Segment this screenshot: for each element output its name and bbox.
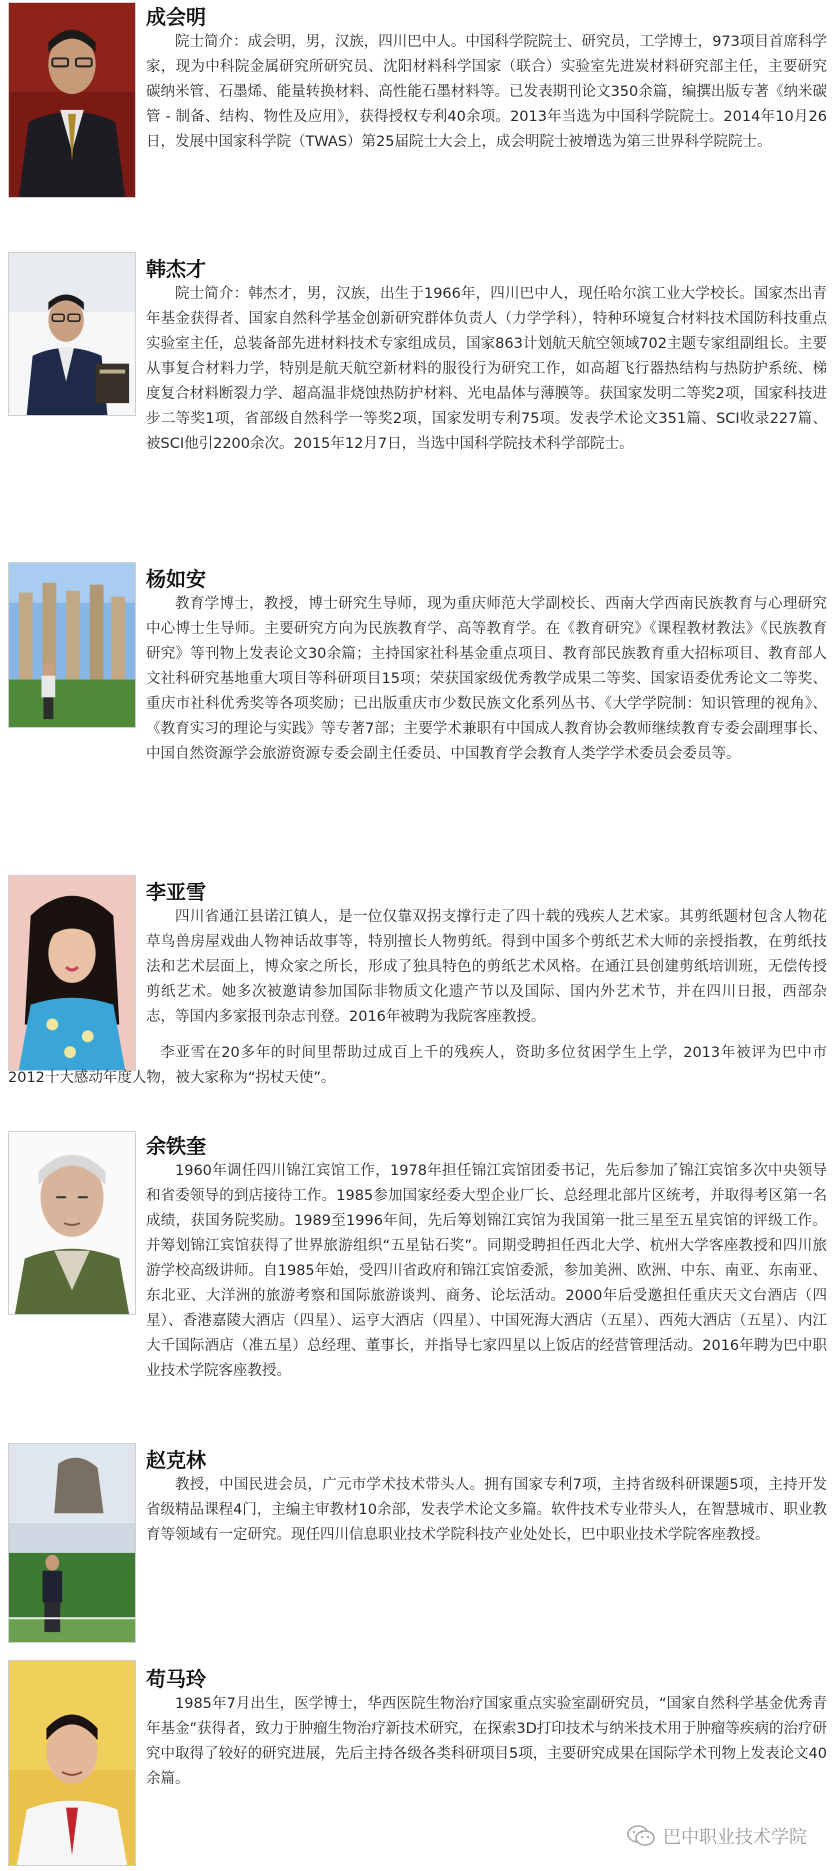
portrait-photo xyxy=(8,1131,136,1315)
bio-paragraph: 1985年7月出生，医学博士，华西医院生物治疗国家重点实验室副研究员，“国家自然科学基金优秀青年基金”获得者，致力于肿瘤生物治疗新技术研究，在探索3D打印技术与纳米技术用于肿瘤等疾病的治疗研究中取得了较好的研究进展，先后主持各级各类科研项目5项，主要研究成果在国际学术刊物上发表论文40余篇。 xyxy=(146,1696,827,1787)
person-name: 赵克林 xyxy=(146,1448,206,1472)
person-bio xyxy=(146,30,827,155)
person-name: 杨如安 xyxy=(146,567,206,591)
portrait-photo xyxy=(8,2,136,198)
person-bio xyxy=(146,1159,827,1384)
person-bio xyxy=(146,1692,827,1792)
watermark xyxy=(627,1823,807,1849)
person-bio xyxy=(146,282,827,457)
portrait-photo xyxy=(8,562,136,728)
person-name: 韩杰才 xyxy=(146,257,206,281)
bio-paragraph: 院士简介：韩杰才，男，汉族，出生于1966年，四川巴中人，现任哈尔滨工业大学校长。国家杰出青年基金获得者、国家自然科学基金创新研究群体负责人（力学学科），特种环境复合材料技术国防科技重点实验室主任，总装备部先进材料技术专家组成员，国家863计划航天航空领域702主题专家组副组长。主要从事复合材料力学，特别是航天航空新材料的服役行为研究工作，如高超飞行器热结构与热防护系统、梯度复合材料断裂力学、超高温非烧蚀热防护材料、光电晶体与薄膜等。获国家发明二等奖2项，国家科技进步二等奖1项，省部级自然科学一等奖2项，国家发明专利75项。发表学术论文351篇、SCI收录227篇、被SCI他引2200余次。2015年12月7日，当选中国科学院技术科学部院士。 xyxy=(146,286,827,452)
bio-paragraph: 李亚雪在20多年的时间里帮助过成百上千的残疾人，资助多位贫困学生上学，2013年被评为巴中市2012十大感动年度人物，被大家称为“拐杖天使”。 xyxy=(8,1045,827,1086)
person-bio xyxy=(146,1473,827,1548)
portrait-photo xyxy=(8,1443,136,1643)
person-bio-continued xyxy=(8,1041,827,1091)
portrait-photo xyxy=(8,252,136,416)
bio-paragraph: 教育学博士，教授，博士研究生导师，现为重庆师范大学副校长、西南大学西南民族教育与心理研究中心博士生导师。主要研究方向为民族教育学、高等教育学。在《教育研究》《课程教材教法》《民族教育研究》等刊物上发表论文30余篇；主持国家社科基金重点项目、教育部民族教育重大招标项目、教育部人文社科研究基地重大项目等科研项目15项；荣获国家级优秀教学成果二等奖、国家语委优秀论文二等奖、重庆市社科优秀奖等各项奖励；已出版重庆市少数民族文化系列丛书、《大学学院制：知识管理的视角》、《教育实习的理论与实践》等专著7部；主要学术兼职有中国成人教育协会教师继续教育专委会副理事长、中国自然资源学会旅游资源专委会副主任委员、中国教育学会教育人类学学术委员会委员等。 xyxy=(146,596,827,762)
bio-paragraph: 教授，中国民进会员，广元市学术技术带头人。拥有国家专利7项，主持省级科研课题5项，主持开发省级精品课程4门，主编主审教材10余部，发表学术论文多篇。软件技术专业带头人，在智慧城市、职业教育等领域有一定研究。现任四川信息职业技术学院科技产业处处长，巴中职业技术学院客座教授。 xyxy=(146,1477,827,1543)
bio-paragraph: 1960年调任四川锦江宾馆工作，1978年担任锦江宾馆团委书记，先后参加了锦江宾馆多次中央领导和省委领导的到店接待工作。1985参加国家经委大型企业厂长、总经理北部片区统考，并取得考区第一名成绩，获国务院奖励。1989至1996年间，先后筹划锦江宾馆为我国第一批三星至五星宾馆的评级工作。并筹划锦江宾馆获得了世界旅游组织“五星钻石奖”。同期受聘担任西北大学、杭州大学客座教授和四川旅游学校高级讲师。自1985年始，受四川省政府和锦江宾馆委派，参加美洲、欧洲、中东、南亚、东南亚、东北亚、大洋洲的旅游考察和国际旅游谈判、商务、论坛活动。2000年后受邀担任重庆天文台酒店（四星）、香港嘉陵大酒店（四星）、运亨大酒店（四星）、中国死海大酒店（五星）、西苑大酒店（五星）、内江大千国际酒店（准五星）总经理、董事长，并指导七家四星以上饭店的经营管理活动。2016年聘为巴中职业技术学院客座教授。 xyxy=(146,1163,827,1379)
person-name: 成会明 xyxy=(146,5,206,29)
portrait-photo xyxy=(8,1660,136,1866)
wechat-icon xyxy=(627,1825,655,1847)
bio-paragraph: 院士简介：成会明，男，汉族，四川巴中人。中国科学院院士、研究员，工学博士，973项目首席科学家，现为中科院金属研究所研究员、沈阳材料科学国家（联合）实验室先进炭材料研究部主任，主要研究碳纳米管、石墨烯、能量转换材料、高性能石墨材料等。已发表期刊论文350余篇，编撰出版专著《纳米碳管 - 制备、结构、物性及应用》，获得授权专利40余项。2013年当选为中国科学院院士。2014年10月26日，发展中国家科学院（TWAS）第25届院士大会上，成会明院士被增选为第三世界科学院院士。 xyxy=(146,34,827,150)
person-bio xyxy=(146,905,827,1030)
person-bio xyxy=(146,592,827,767)
bio-paragraph: 四川省通江县诺江镇人，是一位仅靠双拐支撑行走了四十载的残疾人艺术家。其剪纸题材包含人物花草鸟兽房屋戏曲人物神话故事等，特别擅长人物剪纸。得到中国多个剪纸艺术大师的亲授指教，在剪纸技法和艺术层面上，博众家之所长，形成了独具特色的剪纸艺术风格。在通江县创建剪纸培训班，无偿传授剪纸艺术。她多次被邀请参加国际非物质文化遗产节以及国际、国内外艺术节，并在四川日报，西部杂志，等国内多家报刊杂志刊登。2016年被聘为我院客座教授。 xyxy=(146,909,827,1025)
person-name: 苟马玲 xyxy=(146,1667,206,1691)
person-name: 余铁奎 xyxy=(146,1134,206,1158)
watermark-text: 巴中职业技术学院 xyxy=(663,1827,807,1848)
person-name: 李亚雪 xyxy=(146,880,206,904)
